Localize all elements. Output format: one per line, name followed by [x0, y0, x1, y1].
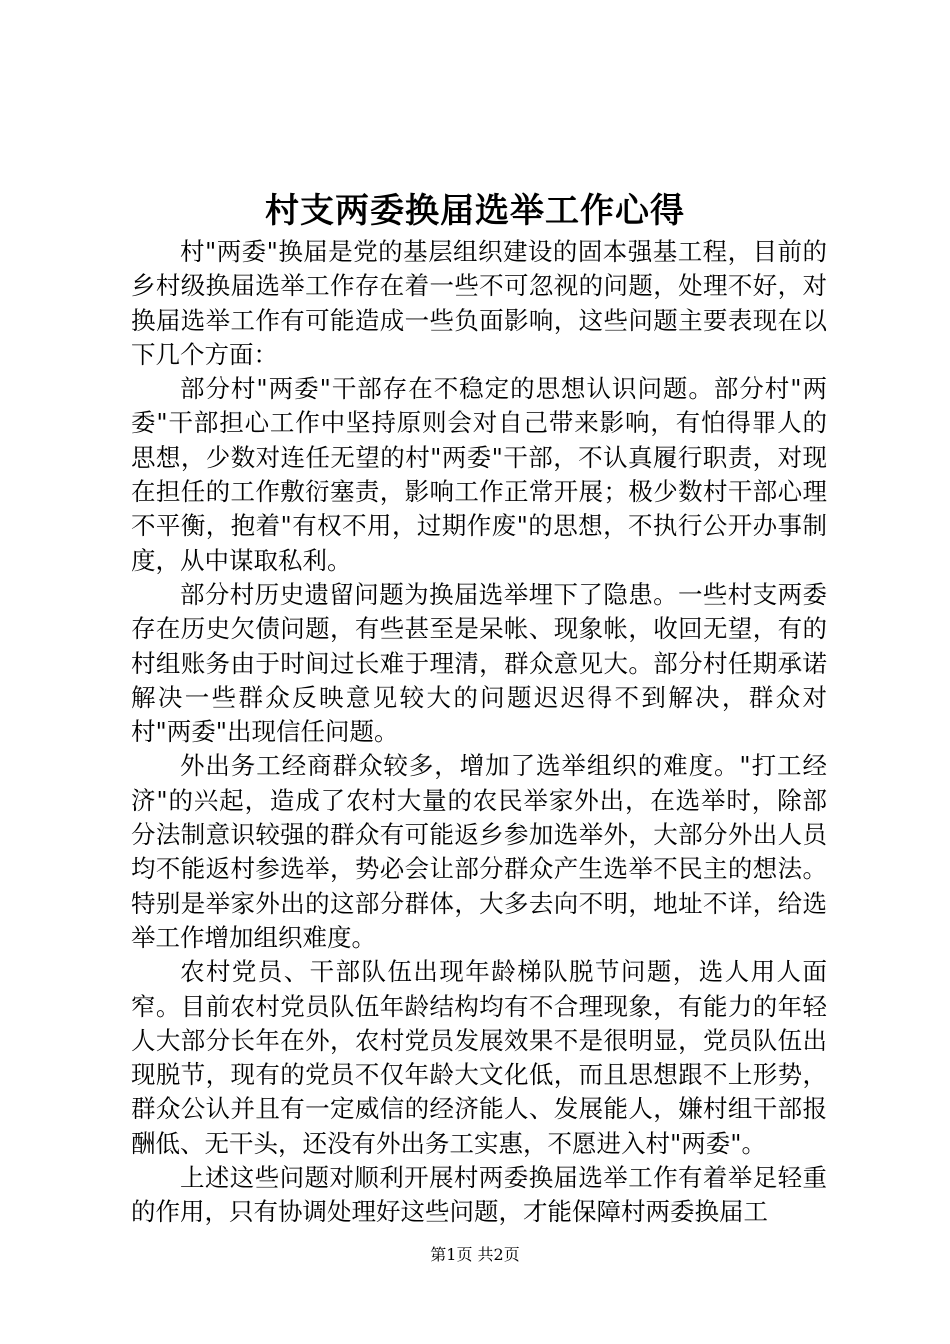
- paragraph-migrant-workers: 外出务工经商群众较多，增加了选举组织的难度。"打工经济"的兴起，造成了农村大量的农民举家外出，在选举时，除部分法制意识较强的群众有可能返乡参加选举外，大部分外出人员均不能返村参选举，势必会让部分群众产生选举不民主的想法。特别是举家外出的这部分群体，大多去向不明，地址不详，给选举工作增加组织难度。: [131, 751, 827, 952]
- paragraph-age-gap: 农村党员、干部队伍出现年龄梯队脱节问题，选人用人面窄。目前农村党员队伍年龄结构均有不合理现象，有能力的年轻人大部分长年在外，农村党员发展效果不是很明显，党员队伍出现脱节，现有的党员不仅年龄大文化低，而且思想跟不上形势，群众公认并且有一定威信的经济能人、发展能人，嫌村组干部报酬低、无干头，还没有外出务工实惠，不愿进入村"两委"。: [131, 957, 827, 1158]
- paragraph-conclusion: 上述这些问题对顺利开展村两委换届选举工作有着举足轻重的作用，只有协调处理好这些问题，才能保障村两委换届工: [131, 1163, 827, 1227]
- page-footer: 第1页 共2页: [430, 1245, 520, 1264]
- paragraph-ideology-issue: 部分村"两委"干部存在不稳定的思想认识问题。部分村"两委"干部担心工作中坚持原则会对自己带来影响，有怕得罪人的思想，少数对连任无望的村"两委"干部，不认真履行职责，对现在担任的工作敷衍塞责，影响工作正常开展；极少数村干部心理不平衡，抱着"有权不用，过期作废"的思想，不执行公开办事制度，从中谋取私利。: [131, 374, 827, 575]
- paragraph-historical-issue: 部分村历史遗留问题为换届选举埋下了隐患。一些村支两委存在历史欠债问题，有些甚至是呆帐、现象帐，收回无望，有的村组账务由于时间过长难于理清，群众意见大。部分村任期承诺解决一些群众反映意见较大的问题迟迟得不到解决，群众对村"两委"出现信任问题。: [131, 579, 827, 747]
- document-title: 村支两委换届选举工作心得: [265, 191, 685, 231]
- paragraph-intro: 村"两委"换届是党的基层组织建设的固本强基工程，目前的乡村级换届选举工作存在着一些不可忽视的问题，处理不好，对换届选举工作有可能造成一些负面影响，这些问题主要表现在以下几个方面：: [131, 237, 827, 369]
- document-body: [131, 235, 827, 1230]
